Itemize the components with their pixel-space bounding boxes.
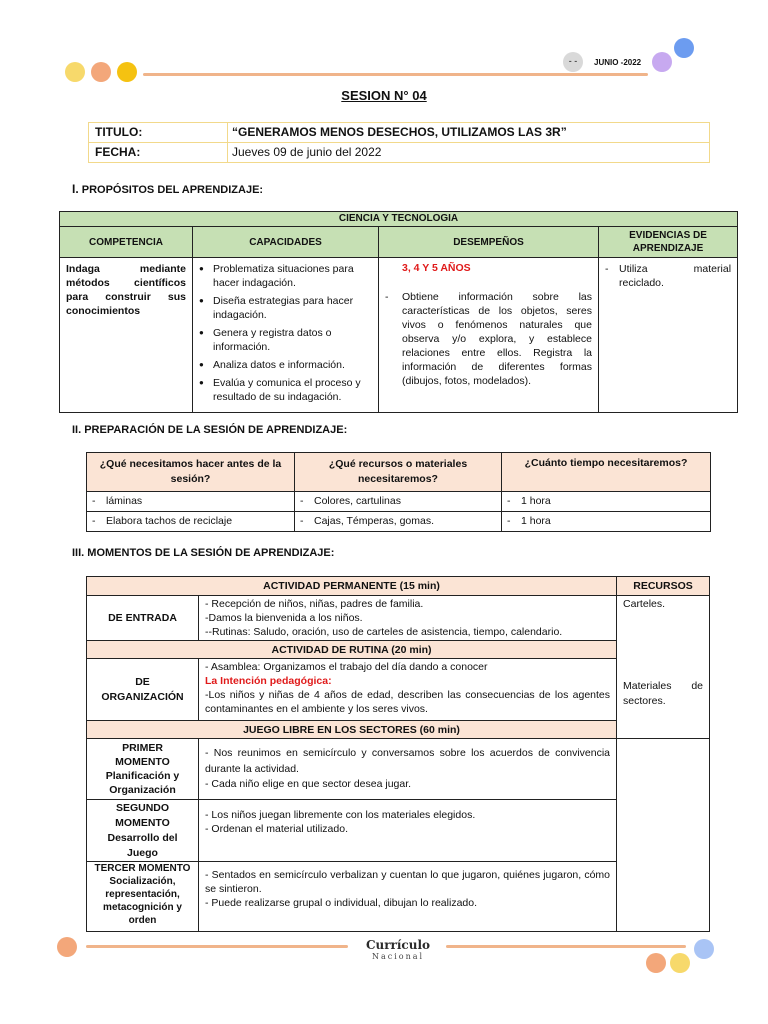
entrada-line: -Damos la bienvenida a los niños. (205, 612, 363, 624)
segundo-momento-cell (199, 800, 617, 862)
prep-row2-before: - Elabora tachos de reciclaje (87, 512, 295, 532)
prep-cell: Elabora tachos de reciclaje (106, 515, 233, 527)
section3-heading: III. MOMENTOS DE LA SESIÓN DE APRENDIZAJE: (72, 547, 335, 559)
area-header: CIENCIA Y TECNOLOGIA (60, 212, 738, 227)
capacidad-item: ● Analiza datos e información. (199, 358, 372, 372)
logo-bottom: Nacional (371, 952, 425, 961)
capacidades-cell (193, 258, 379, 413)
info-table (88, 122, 710, 163)
page-title: SESION N° 04 (341, 88, 427, 103)
primer-momento-cell (199, 739, 617, 800)
momento-line: - Los niños juegan libremente con los materiales elegidos. (205, 809, 476, 821)
momento-line: - Cada niño elige en que sector desea jugar. (205, 778, 412, 790)
org-line: -Los niños y niñas de 4 años de edad, describen las consecuencias de los agentes contaminantes en el ambiente y los seres vivos. (205, 689, 611, 715)
juego-header: JUEGO LIBRE EN LOS SECTORES (60 min) (87, 721, 617, 739)
prep-col-resources: ¿Qué recursos o materiales necesitaremos? (295, 453, 502, 492)
section2-heading: II. PREPARACIÓN DE LA SESIÓN DE APRENDIZAJE: (72, 424, 348, 436)
section1-roman: I. (72, 182, 79, 196)
tercer-momento-cell (199, 862, 617, 932)
evidencia-text: Utiliza material reciclado. (619, 263, 732, 289)
capacidad-item: ● Problematiza situaciones para hacer indagación. (199, 262, 372, 290)
titulo-label: TITULO: (89, 123, 228, 143)
recurso2-text: Materiales de sectores. (623, 680, 704, 707)
prep-row2-resources: - Cajas, Témperas, gomas. (295, 512, 502, 532)
curriculo-logo (358, 938, 438, 961)
momento-line: - Nos reunimos en semicírculo y conversamos sobre los acuerdos de convivencia durante la actividad. (205, 747, 611, 775)
prep-cell: Cajas, Témperas, gomas. (314, 515, 435, 527)
header-line (143, 73, 648, 76)
recursos-header: RECURSOS (617, 577, 710, 596)
segundo-momento-label (87, 800, 199, 862)
desempenos-cell (379, 258, 599, 413)
organizacion-cell (199, 659, 617, 721)
capacidad-item: ● Evalúa y comunica el proceso y resultado de su indagación. (199, 376, 372, 404)
momento-line: - Sentados en semicírculo verbalizan y cuentan lo que jugaron, quiénes jugaron, cómo se sintieron. (205, 869, 611, 895)
prep-row1-resources: - Colores, cartulinas (295, 492, 502, 512)
tercer-momento-label (87, 862, 199, 932)
titulo-value: “GENERAMOS MENOS DESECHOS, UTILIZAMOS LAS 3R” (228, 123, 710, 143)
footer-line-left (86, 945, 348, 948)
col-capacidades: CAPACIDADES (193, 227, 379, 258)
fecha-value: Jueves 09 de junio del 2022 (228, 143, 710, 163)
decor-dot-peach (91, 62, 111, 82)
header-badge: - - (568, 56, 578, 66)
footer-dot-blue (694, 939, 714, 959)
momento-name: SEGUNDO MOMENTO (115, 801, 170, 829)
fecha-label: FECHA: (89, 143, 228, 163)
prep-cell: láminas (106, 495, 143, 507)
moments-table (86, 576, 710, 932)
capacidad-item: ● Genera y registra datos o información. (199, 326, 372, 354)
section1-heading-text: PROPÓSITOS DEL APRENDIZAJE: (81, 184, 264, 196)
purposes-table (59, 211, 738, 413)
permanente-header: ACTIVIDAD PERMANENTE (15 min) (87, 577, 617, 596)
organizacion-label: DE ORGANIZACIÓN (87, 659, 199, 721)
logo-top: Currículo (365, 938, 431, 952)
desempeno-text: Obtiene información sobre las características de los objetos, seres vivos o fenómenos naturales que observa y/o explora, y establece relaciones entre ellos. Registra la información de diferentes formas (dibujos, fotos, modelados). (402, 291, 592, 387)
momento-name: TERCER MOMENTO (94, 863, 191, 874)
momento-line: - Puede realizarse grupal o individual, dibujan lo realizado. (205, 897, 478, 909)
footer-dot-orange (646, 953, 666, 973)
org-line: - Asamblea: Organizamos el trabajo del día dando a conocer (205, 661, 488, 673)
recurso1-cell: Carteles. (617, 596, 710, 739)
dash: - (385, 291, 389, 303)
preparation-table (86, 452, 711, 532)
prep-cell: 1 hora (521, 515, 551, 527)
entrada-line: --Rutinas: Saludo, oración, uso de carteles de asistencia, tiempo, calendario. (205, 626, 563, 638)
col-evidencias: EVIDENCIAS DE APRENDIZAJE (599, 227, 738, 258)
recurso2-cell (617, 680, 710, 932)
momento-sub: Planificación y Organización (105, 770, 180, 796)
prep-col-time: ¿Cuánto tiempo necesitaremos? (502, 453, 711, 492)
decor-dot-blue (674, 38, 694, 58)
prep-row2-time: - 1 hora (502, 512, 711, 532)
prep-col-before: ¿Qué necesitamos hacer antes de la sesión? (87, 453, 295, 492)
decor-dot-gold (117, 62, 137, 82)
col-desempenos: DESEMPEÑOS (379, 227, 599, 258)
intencion-label: La Intención pedagógica: (205, 675, 332, 687)
edad-label: 3, 4 Y 5 AÑOS (402, 262, 471, 274)
momento-line: - Ordenan el material utilizado. (205, 823, 348, 835)
momento-name: PRIMER MOMENTO (115, 742, 170, 768)
section1-heading (72, 182, 263, 196)
header-date: JUNIO -2022 (594, 58, 642, 67)
footer-dot-yellow (670, 953, 690, 973)
evidencia-cell (599, 258, 738, 413)
prep-cell: 1 hora (521, 495, 551, 507)
prep-cell: Colores, cartulinas (314, 495, 401, 507)
dash: - (605, 263, 609, 275)
rutina-header: ACTIVIDAD DE RUTINA (20 min) (87, 641, 617, 659)
col-competencia: COMPETENCIA (60, 227, 193, 258)
momento-sub: Socialización, representación, metacognición y orden (103, 876, 182, 926)
prep-row1-time: - 1 hora (502, 492, 711, 512)
entrada-label: DE ENTRADA (87, 596, 199, 641)
entrada-cell (199, 596, 617, 641)
footer-dot-peach (57, 937, 77, 957)
competencia-cell: Indaga mediante métodos científicos para construir sus conocimientos (60, 258, 193, 413)
momento-sub: Desarrollo del Juego (107, 831, 178, 859)
decor-dot-yellow (65, 62, 85, 82)
primer-momento-label (87, 739, 199, 800)
capacidad-item: ● Diseña estrategias para hacer indagación. (199, 294, 372, 322)
prep-row1-before: - láminas (87, 492, 295, 512)
footer-line-right (446, 945, 686, 948)
decor-dot-lavender (652, 52, 672, 72)
entrada-line: - Recepción de niños, niñas, padres de familia. (205, 598, 424, 610)
